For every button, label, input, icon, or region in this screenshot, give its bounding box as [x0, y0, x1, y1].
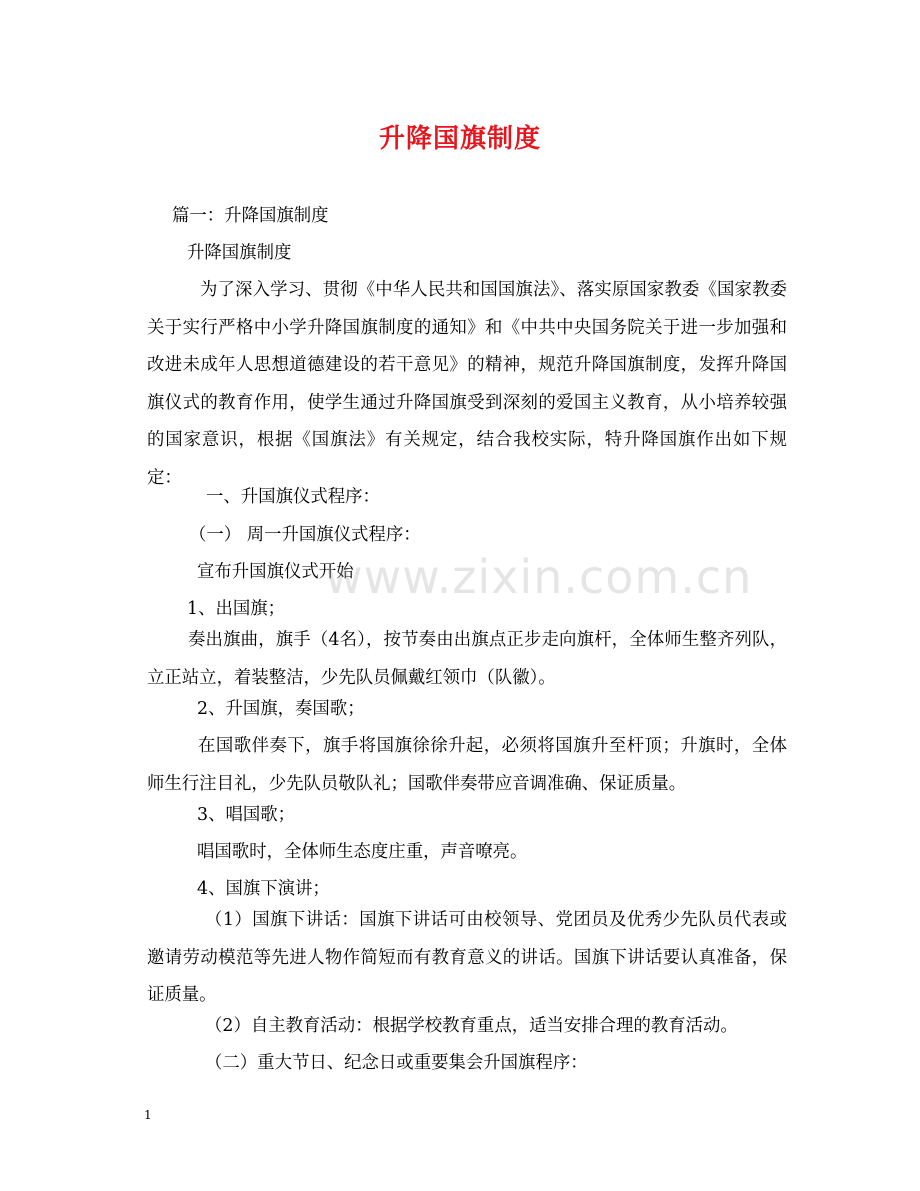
- step-1-heading: 1、出国旗；: [187, 599, 286, 619]
- page-number: 1: [144, 1108, 152, 1122]
- heading-major-holidays-ceremony: （二）重大节日、纪念日或重要集会升国旗程序：: [205, 1053, 588, 1073]
- step-2-paragraph: 在国歌伴奏下，旗手将国旗徐徐升起，必须将国旗升至杆顶；升旗时，全体师生行注目礼，少先队员敬队礼；国歌伴奏带应音调准确、保证质量。: [147, 736, 787, 794]
- document-title: 升降国旗制度: [378, 124, 541, 154]
- intro-paragraph: 为了深入学习、贯彻《中华人民共和国国旗法》、落实原国家教委《国家教委关于实行严格中小学升降国旗制度的通知》和《中共中央国务院关于进一步加强和改进未成年人思想道德建设的若干意见》的精神，规范升降国旗制度，发挥升降国旗仪式的教育作用，使学生通过升降国旗受到深刻的爱国主义教育，从小培养较强的国家意识，根据《国旗法》有关规定，结合我校实际，特升降国旗作出如下规定：: [147, 280, 787, 488]
- step-4-2-paragraph: （2）自主教育活动：根据学校教育重点，适当安排合理的教育活动。: [205, 1016, 738, 1036]
- step-4-1-paragraph: （1）国旗下讲话：国旗下讲话可由校领导、党团员及优秀少先队员代表或邀请劳动模范等先进人物作简短而有教育意义的讲话。国旗下讲话要认真准备，保证质量。: [147, 910, 787, 1006]
- section-label: 篇一：升降国旗制度: [172, 206, 329, 226]
- step-3-paragraph: 唱国歌时，全体师生态度庄重，声音嘹亮。: [197, 842, 528, 862]
- watermark-text: www.zixin.com.cn: [325, 550, 753, 604]
- step-2-heading: 2、升国旗，奏国歌；: [197, 699, 365, 719]
- announce-ceremony-start: 宣布升国旗仪式开始: [197, 562, 354, 582]
- step-3-heading: 3、唱国歌；: [197, 805, 296, 825]
- heading-monday-ceremony: （一） 周一升国旗仪式程序：: [189, 525, 421, 545]
- step-4-heading: 4、国旗下演讲；: [197, 879, 330, 899]
- document-subtitle: 升降国旗制度: [187, 243, 292, 263]
- step-1-paragraph: 奏出旗曲，旗手（4名），按节奏由出旗点正步走向旗杆，全体师生整齐列队，立正站立，着装整洁，少先队员佩戴红领巾（队徽）。: [147, 630, 787, 688]
- heading-flag-raising-procedure: 一、升国旗仪式程序：: [206, 487, 380, 507]
